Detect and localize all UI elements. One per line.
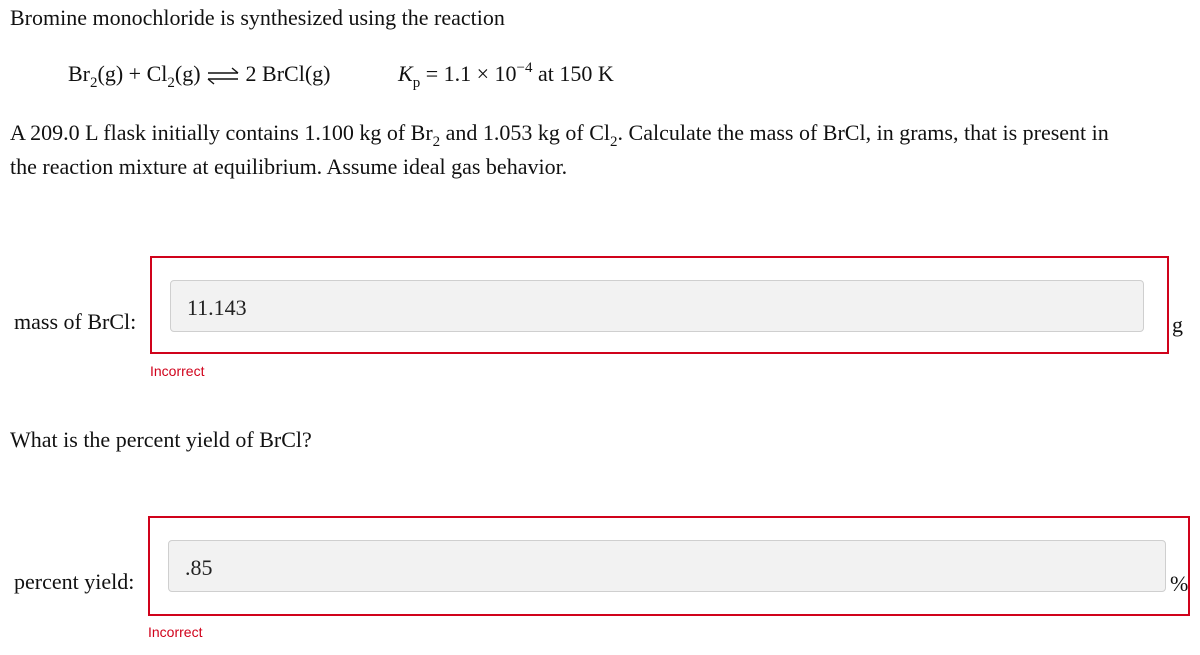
percent-yield-label: percent yield: [14, 569, 135, 594]
mass-status: Incorrect [150, 363, 205, 379]
mass-input-value: 11.143 [187, 295, 247, 320]
percent-unit: % [1170, 571, 1189, 596]
q2-prompt: What is the percent yield of BrCl? [10, 427, 312, 452]
percent-yield-input[interactable] [168, 540, 1166, 592]
problem-line-2: the reaction mixture at equilibrium. Assume ideal gas behavior. [10, 154, 568, 179]
reaction-equation [68, 61, 331, 91]
plus-sign: + [128, 61, 142, 86]
mass-input[interactable] [170, 280, 1144, 332]
product-brcl: 2 BrCl(g) [245, 61, 331, 86]
percent-yield-status: Incorrect [148, 624, 203, 640]
intro-text: Bromine monochloride is synthesized using the reaction [10, 5, 505, 30]
reactant-cl2: $Cl_2(g)$ [146, 61, 201, 91]
reactant-br2: $Br_2(g)$ [68, 61, 124, 91]
kp-expression: $K_p = 1.1 \times 10^{-4}$ at 150 K [398, 60, 614, 91]
mass-unit: g [1172, 312, 1183, 337]
mass-label: mass of BrCl: [14, 309, 137, 334]
percent-yield-input-value: .85 [185, 555, 213, 580]
problem-line-1: A 209.0 L flask initially contains 1.100 kg of $Br_2$ and 1.053 kg of $Cl_2$. Calculate the mass of BrCl, in grams, that is present in [10, 120, 1109, 150]
equilibrium-arrow-icon [206, 67, 240, 85]
